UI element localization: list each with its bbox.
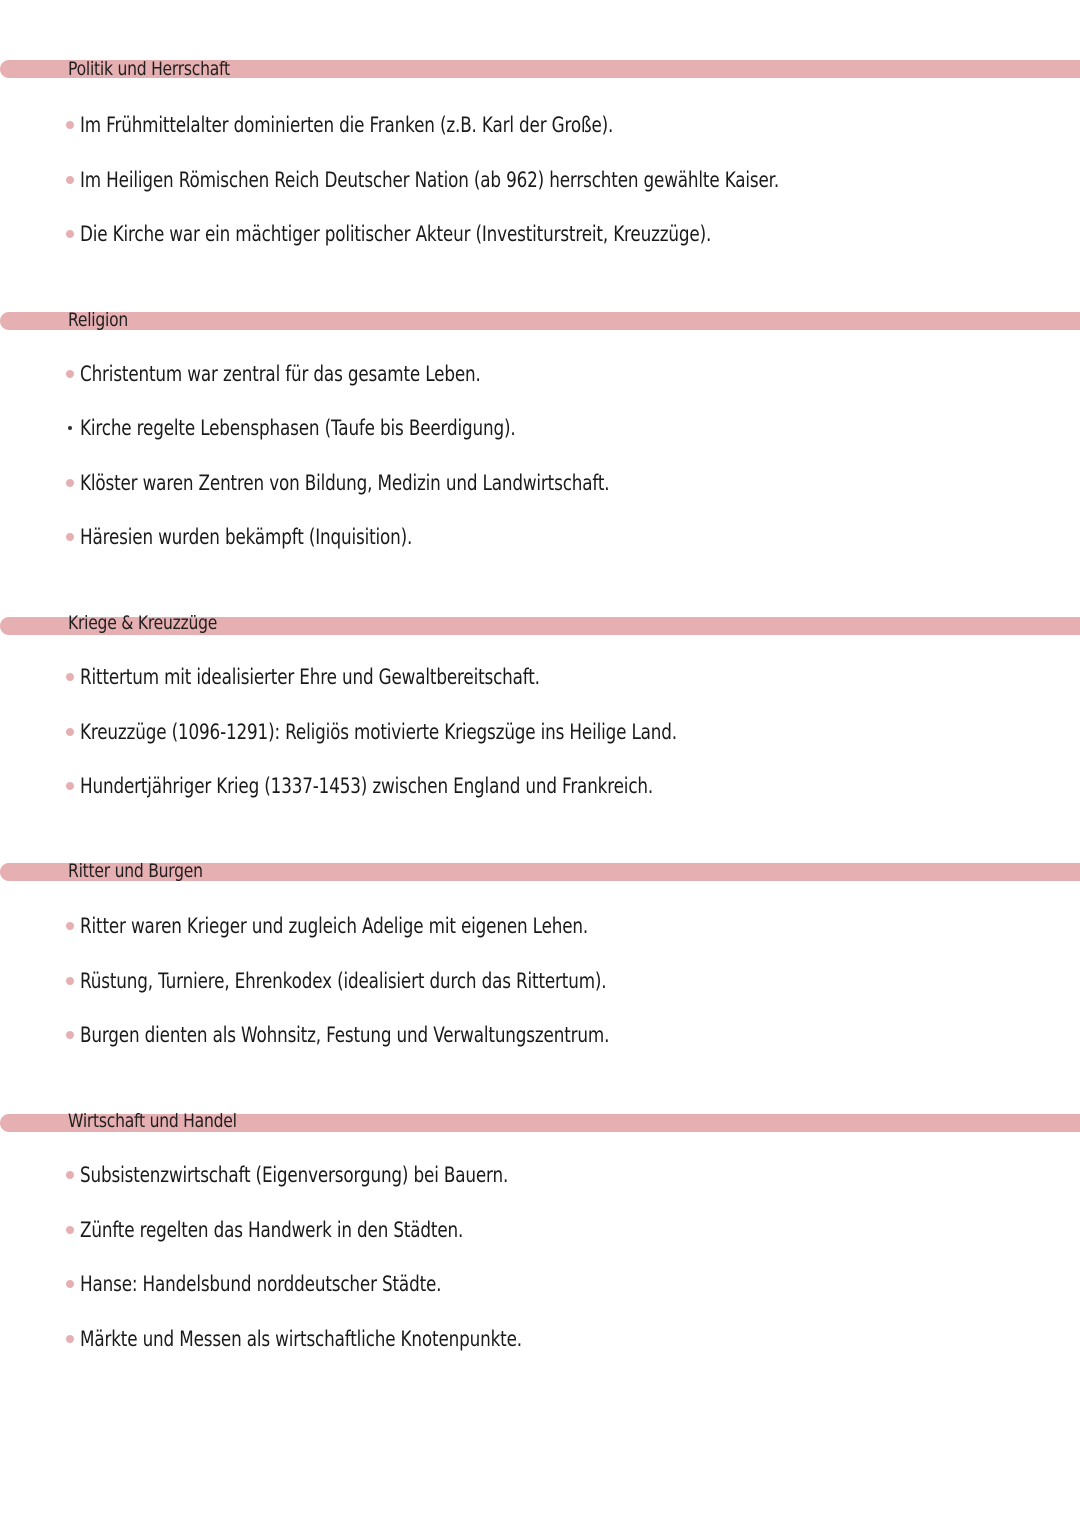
list-item-text: Rittertum mit idealisierter Ehre und Gewaltbereitschaft. <box>80 665 540 689</box>
list-item-text: Subsistenzwirtschaft (Eigenversorgung) bei Bauern. <box>80 1163 509 1187</box>
list-item-text: Klöster waren Zentren von Bildung, Medizin und Landwirtschaft. <box>80 471 610 495</box>
bullet-dot-icon <box>66 1031 74 1039</box>
bullet-dot-icon <box>66 230 74 238</box>
bullet-dot-icon <box>66 728 74 736</box>
list-item <box>66 1213 559 1247</box>
list-item <box>66 1267 532 1301</box>
bullet-dot-icon <box>66 1335 74 1343</box>
list-item-text: Kirche regelte Lebensphasen (Taufe bis Beerdigung). <box>80 416 516 440</box>
list-item-text: Ritter waren Krieger und zugleich Adelige mit eigenen Lehen. <box>80 914 589 938</box>
list-item-text: Hanse: Handelsbund norddeutscher Städte. <box>80 1272 442 1296</box>
section-heading: Politik und Herrschaft <box>68 58 230 80</box>
bullet-dot-icon <box>66 533 74 541</box>
list-item-text: Häresien wurden bekämpft (Inquisition). <box>80 525 413 549</box>
bullet-dot-icon <box>66 922 74 930</box>
bullet-dot-icon <box>66 121 74 129</box>
list-item <box>66 411 624 445</box>
list-item-text: Rüstung, Turniere, Ehrenkodex (idealisiert durch das Rittertum). <box>80 969 607 993</box>
heading-highlight-bar <box>0 309 1080 331</box>
list-item-text: Märkte und Messen als wirtschaftliche Knotenpunkte. <box>80 1327 522 1351</box>
list-item-text: Burgen dienten als Wohnsitz, Festung und Verwaltungszentrum. <box>80 1023 610 1047</box>
list-item <box>66 520 495 554</box>
list-item <box>66 964 738 998</box>
list-item-text: Hundertjähriger Krieg (1337-1453) zwischen England und Frankreich. <box>80 774 654 798</box>
list-item <box>66 660 655 694</box>
bullet-dot-icon <box>66 370 74 378</box>
list-item-text: Christentum war zentral für das gesamte Leben. <box>80 362 481 386</box>
list-item-text: Die Kirche war ein mächtiger politischer Akteur (Investiturstreit, Kreuzzüge). <box>80 222 712 246</box>
section-heading: Ritter und Burgen <box>68 860 203 882</box>
list-item-text: Zünfte regelten das Handwerk in den Städten. <box>80 1218 464 1242</box>
section-heading: Wirtschaft und Handel <box>68 1110 237 1132</box>
list-item <box>66 1158 615 1192</box>
list-item-text: Im Heiligen Römischen Reich Deutscher Nation (ab 962) herrschten gewählte Kaiser. <box>80 168 780 192</box>
bullet-dot-icon <box>66 1171 74 1179</box>
section-heading: Religion <box>68 309 129 331</box>
bullet-dot-icon <box>66 977 74 985</box>
list-item <box>66 217 869 251</box>
list-item <box>66 108 747 142</box>
list-item <box>66 163 954 197</box>
bullet-dot-icon <box>66 176 74 184</box>
bullet-dot-icon <box>66 479 74 487</box>
list-item <box>66 909 715 943</box>
list-item <box>66 1322 632 1356</box>
list-item <box>66 357 581 391</box>
list-item-text: Kreuzzüge (1096-1291): Religiös motivierte Kriegszüge ins Heilige Land. <box>80 720 677 744</box>
bullet-dot-icon <box>66 782 74 790</box>
list-item <box>66 769 796 803</box>
section-heading: Kriege & Kreuzzüge <box>68 612 218 634</box>
bullet-dot-icon <box>66 673 74 681</box>
bullet-dot-icon <box>66 1226 74 1234</box>
list-item <box>66 466 742 500</box>
list-item <box>66 1018 742 1052</box>
list-item-text: Im Frühmittelalter dominierten die Franken (z.B. Karl der Große). <box>80 113 614 137</box>
bullet-dot-icon <box>66 1280 74 1288</box>
list-item <box>66 715 826 749</box>
bullet-dot-icon <box>68 426 72 430</box>
